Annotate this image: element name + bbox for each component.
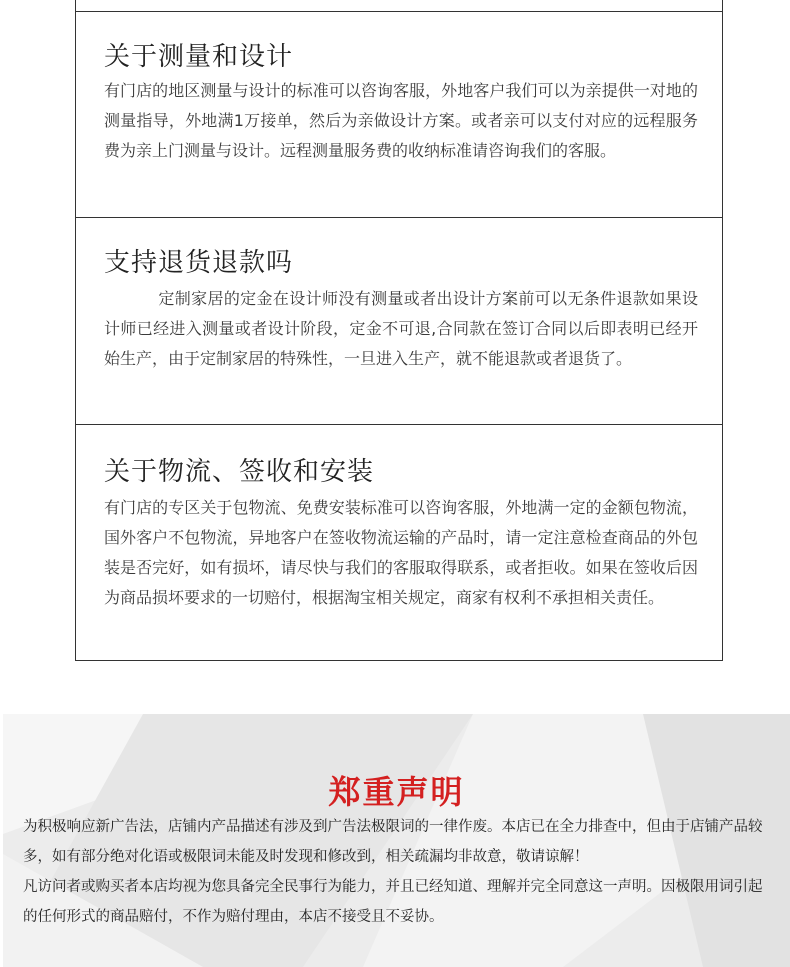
section-title: 支持退货退款吗 xyxy=(104,248,294,278)
notice-title: 郑重声明 xyxy=(328,773,465,811)
section-title: 关于物流、签收和安装 xyxy=(104,457,375,487)
faq-section-logistics xyxy=(75,424,723,661)
faq-section-measurement-design xyxy=(75,11,723,218)
section-body: 有门店的专区关于包物流、免费安装标准可以咨询客服，外地满一定的金额包物流，国外客户不包物流，异地客户在签收物流运输的产品时，请一定注意检查商品的外包装是否完好，如有损坏，请尽快与我们的客服取得联系，或者拒收。如果在签收后因为商品损坏要求的一切赔付，根据淘宝相关规定，商家有权利不承担相关责任。 xyxy=(104,498,698,607)
section-body: 定制家居的定金在设计师没有测量或者出设计方案前可以无条件退款如果设计师已经进入测量或者设计阶段，定金不可退,合同款在签订合同以后即表明已经开始生产，由于定制家居的特殊性，一旦进入生产，就不能退款或者退货了。 xyxy=(104,289,698,368)
legal-notice-panel xyxy=(3,714,790,967)
section-title: 关于测量和设计 xyxy=(104,42,294,72)
notice-paragraph: 为积极响应新广告法，店铺内产品描述有涉及到广告法极限词的一律作废。本店已在全力排查中，但由于店铺产品较多，如有部分绝对化语或极限词未能及时发现和修改到，相关疏漏均非故意，敬请谅解！ xyxy=(23,819,763,865)
section-body-wrapper xyxy=(104,284,698,374)
faq-section-refund xyxy=(75,217,723,425)
section-body: 有门店的地区测量与设计的标准可以咨询客服，外地客户我们可以为亲提供一对地的测量指导，外地满1万接单，然后为亲做设计方案。或者亲可以支付对应的远程服务费为亲上门测量与设计。远程测量服务费的收纳标准请咨询我们的客服。 xyxy=(104,81,698,160)
notice-paragraph: 凡访问者或购买者本店均视为您具备完全民事行为能力，并且已经知道、理解并完全同意这一声明。因极限用词引起的任何形式的商品赔付，不作为赔付理由，本店不接受且不妥协。 xyxy=(23,879,763,925)
